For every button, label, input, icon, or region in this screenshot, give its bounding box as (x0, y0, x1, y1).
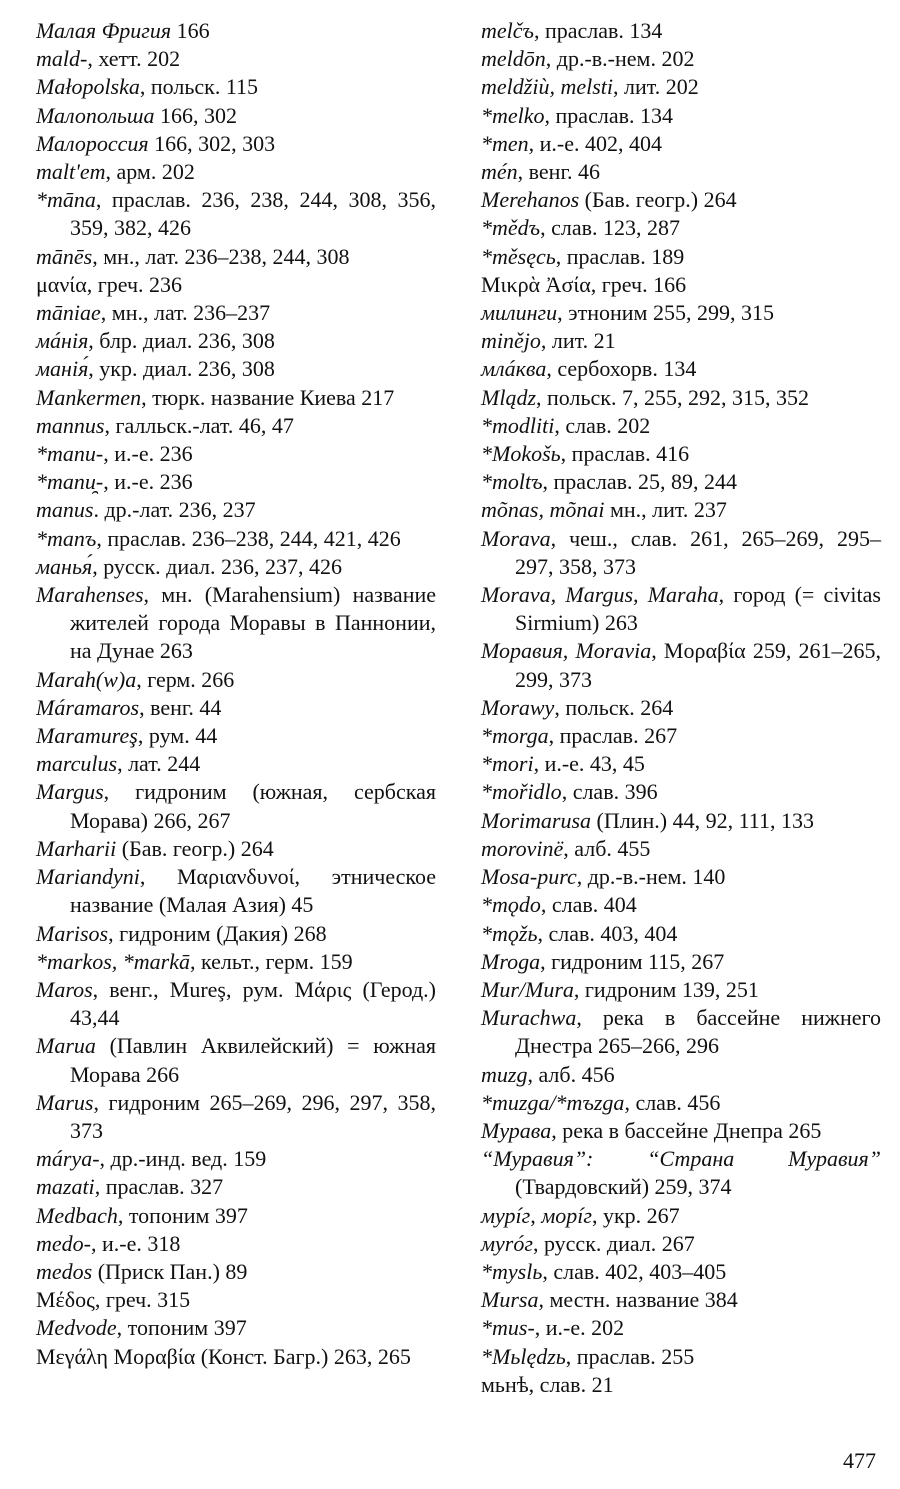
index-references: , блр. диал. 236, 308 (88, 328, 275, 354)
index-references: Μέδος, греч. 315 (36, 1287, 191, 1313)
index-references: , и.-е. 236 (103, 441, 193, 467)
index-references: , гидроним (южная, сербская Морава) 266, 267 (70, 779, 436, 833)
index-entry (481, 1061, 881, 1089)
index-references: , сербохорв. 134 (546, 356, 697, 382)
index-headword: *manъ (36, 525, 97, 551)
index-entry (481, 243, 881, 271)
index-references: , река в бассейне нижнего Днестра 265–266, 296 (515, 1005, 881, 1059)
index-headword: Mlądz (481, 384, 536, 410)
index-entry (481, 835, 881, 863)
index-entry (481, 976, 881, 1004)
index-entry (36, 271, 436, 299)
index-references: (Бав. геогр.) 264 (579, 187, 737, 213)
index-references: , мн., лат. 236–238, 244, 308 (92, 243, 350, 269)
index-entry (481, 1314, 881, 1342)
index-entry (481, 412, 881, 440)
index-references: , арм. 202 (105, 159, 195, 185)
index-headword: mannus (36, 412, 105, 438)
index-references: , русск. диал. 267 (532, 1230, 695, 1256)
index-references: , др.-в.-нем. 140 (576, 864, 726, 890)
index-headword: *men (481, 130, 529, 156)
index-headword: meldōn (481, 46, 546, 72)
index-headword: Maros (36, 976, 93, 1002)
index-entry (36, 186, 436, 242)
index-references: , кельт., герм. 159 (190, 948, 353, 974)
index-headword: manus (36, 497, 94, 523)
index-headword: márya- (36, 1146, 100, 1172)
index-headword: *mořidlo (481, 779, 562, 805)
index-headword: Marah(w)a (36, 666, 137, 692)
index-headword: Merehanos (481, 187, 580, 213)
index-headword: mén (481, 159, 518, 185)
index-headword: Morava (481, 525, 551, 551)
index-headword: Murachwa (481, 1005, 577, 1031)
index-references: , и.-е. 43, 45 (533, 751, 645, 777)
index-headword: Małopolska (36, 74, 140, 100)
index-entry (481, 1117, 881, 1145)
index-entry (481, 1145, 881, 1201)
index-headword: млáква (481, 356, 547, 382)
index-entry (36, 778, 436, 834)
index-entry (481, 863, 881, 891)
index-entry (36, 73, 436, 101)
index-headword: Morava, Margus, Maraha (481, 582, 719, 608)
index-references: μανία, греч. 236 (36, 271, 183, 297)
index-entry (481, 299, 881, 327)
index-entry (36, 1258, 436, 1286)
index-references: , укр. 267 (591, 1202, 680, 1228)
index-references: , гидроним (Дакия) 268 (108, 920, 327, 946)
index-references: , укр. диал. 236, 308 (88, 356, 275, 382)
index-headword: Малая Фригия (36, 18, 172, 43)
index-entry (481, 1286, 881, 1314)
index-references: (Приск Пан.) 89 (92, 1258, 248, 1284)
index-headword: marculus (36, 751, 118, 777)
index-references: , хетт. 202 (87, 46, 181, 72)
index-entry (481, 102, 881, 130)
index-headword: манья́ (36, 553, 93, 579)
index-entry (36, 920, 436, 948)
index-entry (481, 750, 881, 778)
index-entry (481, 17, 881, 45)
index-entry (481, 73, 881, 101)
index-references: (Бав. геогр.) 264 (116, 835, 274, 861)
index-entry (36, 1173, 436, 1201)
index-headword: мурíг, морíг (481, 1202, 592, 1228)
index-entry (36, 863, 436, 919)
index-entry (36, 1314, 436, 1342)
index-headword: *mus- (481, 1315, 535, 1341)
index-entry (36, 102, 436, 130)
index-references: , венг. 46 (517, 159, 600, 185)
index-headword: Mur/Mura (481, 976, 574, 1002)
index-references: , и.-е. 236 (103, 469, 193, 495)
index-references: , и.-е. 402, 404 (528, 130, 663, 156)
index-headword: morovinë (481, 835, 564, 861)
index-references: , др.-инд. вед. 159 (99, 1146, 267, 1172)
index-headword: *Мьlędzь (481, 1343, 566, 1369)
index-headword: *mǫžь (481, 920, 538, 946)
index-headword: Medvode (36, 1315, 117, 1341)
index-headword: *Mokošь (481, 441, 561, 467)
index-headword: malt'em (36, 159, 106, 185)
index-headword: Малопольша (36, 102, 155, 128)
index-entry (36, 1089, 436, 1145)
index-references: , и.-е. 202 (534, 1315, 625, 1341)
index-headword: Marharii (36, 835, 117, 861)
index-entry (481, 948, 881, 976)
index-entry (481, 694, 881, 722)
index-entry (36, 722, 436, 750)
index-headword: *māna (36, 187, 96, 213)
index-headword: муróг (481, 1230, 533, 1256)
index-references: мн., лит. 237 (604, 497, 727, 523)
index-entry (481, 807, 881, 835)
index-references: , венг. 44 (139, 694, 222, 720)
index-references: , лит. 202 (613, 74, 699, 100)
index-references: , гидроним 265–269, 296, 297, 358, 373 (70, 1089, 436, 1143)
index-headword: mõnas, mõnai (481, 497, 605, 523)
index-headword: māniae (36, 300, 101, 326)
index-references: (Твардовский) 259, 374 (515, 1174, 732, 1200)
index-headword: Maramureş (36, 723, 138, 749)
index-headword: *melko (481, 102, 545, 128)
index-references: , лит. 21 (540, 328, 616, 354)
index-headword: *markos, *markā (36, 948, 190, 974)
index-entry (481, 186, 881, 214)
index-references: , польск. 264 (554, 694, 674, 720)
index-entry (36, 243, 436, 271)
index-entry (36, 158, 436, 186)
index-entry (481, 1230, 881, 1258)
index-headword: Morawy (481, 694, 555, 720)
index-references: , праслав. 236, 238, 244, 308, 356, 359, 382, 426 (70, 187, 436, 241)
index-references: Μεγάλη Μοραβία (Конст. Багр.) 263, 265 (36, 1343, 411, 1369)
index-references: мьнѣ, слав. 21 (481, 1371, 614, 1397)
index-references: , слав. 123, 287 (540, 215, 680, 241)
index-references: , мн., лат. 236–237 (100, 300, 271, 326)
index-references: (Павлин Аквилейский) = южная Морава 266 (70, 1033, 436, 1087)
index-headword: meldžiù, melsti (481, 74, 613, 100)
index-headword: “Муравия”: “Страна Муравия” (481, 1146, 881, 1172)
index-entry (481, 637, 881, 693)
index-entry (481, 271, 881, 299)
index-column-right (481, 17, 881, 1399)
index-references: , слав. 202 (554, 412, 651, 438)
index-entry (481, 45, 881, 73)
index-headword: mald- (36, 46, 88, 72)
index-references: , слав. 402, 403–405 (542, 1258, 727, 1284)
index-references: , слав. 403, 404 (537, 920, 678, 946)
index-references: , алб. 455 (563, 835, 651, 861)
index-headword: милинги (481, 300, 558, 326)
index-references: , праслав. 134 (533, 18, 663, 43)
index-entry (36, 525, 436, 553)
index-entry (36, 553, 436, 581)
index-entry (36, 299, 436, 327)
index-references: , Μαριανδυνοί, этническое название (Малая Азия) 45 (70, 864, 436, 918)
index-entry (36, 1032, 436, 1088)
index-entry (36, 666, 436, 694)
index-headword: *morga (481, 723, 549, 749)
index-headword: Marahenses (36, 582, 144, 608)
index-entry (36, 45, 436, 73)
index-headword: mānēs (36, 243, 93, 269)
index-references: , праслав. 236–238, 244, 421, 426 (96, 525, 401, 551)
index-entry (481, 1202, 881, 1230)
index-entry (481, 327, 881, 355)
index-headword: minějo (481, 328, 541, 354)
index-headword: Mursa (481, 1287, 539, 1313)
index-entry (36, 750, 436, 778)
index-references: . др.-лат. 236, 237 (93, 497, 256, 523)
index-headword: *mědъ (481, 215, 541, 241)
index-entry (36, 976, 436, 1032)
index-references: , город (= civitas Sirmium) 263 (515, 582, 881, 636)
index-references: , праслав. 255 (565, 1343, 695, 1369)
index-references: (Плин.) 44, 92, 111, 133 (591, 807, 814, 833)
index-references: 166 (171, 18, 210, 43)
index-headword: *měsęсь (481, 243, 556, 269)
index-headword: Marisos (36, 920, 109, 946)
index-entry (36, 581, 436, 666)
index-references: , и.-е. 318 (90, 1230, 181, 1256)
index-references: , алб. 456 (527, 1061, 615, 1087)
index-entry (36, 468, 436, 496)
page-number: 477 (843, 1448, 876, 1473)
index-references: , гидроним 115, 267 (540, 948, 725, 974)
index-headword: muzg (481, 1061, 528, 1087)
index-references: , рум. 44 (137, 723, 218, 749)
index-entry (481, 440, 881, 468)
index-headword: Marus (36, 1089, 94, 1115)
index-entry (481, 581, 881, 637)
index-entry (36, 835, 436, 863)
index-entry (481, 1343, 881, 1371)
index-headword: манiя́ (36, 356, 89, 382)
index-entry (36, 1202, 436, 1230)
index-entry (481, 468, 881, 496)
index-entry (36, 1343, 436, 1371)
index-entry (481, 158, 881, 186)
index-entry (481, 778, 881, 806)
index-references: , праслав. 134 (544, 102, 673, 128)
index-entry (481, 920, 881, 948)
index-entry (481, 1004, 881, 1060)
index-headword: Моравия, Moravia (481, 638, 652, 664)
index-headword: Medbach (36, 1202, 118, 1228)
index-entry (36, 1145, 436, 1173)
index-entry (36, 355, 436, 383)
index-references: 166, 302, 303 (148, 130, 276, 156)
index-references: , лат. 244 (117, 751, 201, 777)
index-references: 166, 302 (154, 102, 238, 128)
index-references: , топоним 397 (117, 1202, 248, 1228)
index-entry (36, 327, 436, 355)
index-references: , слав. 404 (540, 892, 637, 918)
index-references: , др.-в.-нем. 202 (545, 46, 695, 72)
index-references: Μικρὰ Ἀσία, греч. 166 (481, 271, 687, 297)
index-entry (36, 130, 436, 158)
index-headword: Mosa-purc (481, 864, 577, 890)
index-entry (36, 948, 436, 976)
index-headword: mazati (36, 1174, 95, 1200)
index-headword: *mǫdo (481, 892, 541, 918)
index-references: , тюрк. название Киева 217 (141, 384, 395, 410)
index-entry (481, 722, 881, 750)
index-references: , праслав. 267 (548, 723, 678, 749)
index-entry (481, 1089, 881, 1117)
index-entry (481, 214, 881, 242)
index-references: , местн. название 384 (538, 1287, 738, 1313)
index-headword: Marua (36, 1033, 96, 1059)
index-headword: medo- (36, 1230, 91, 1256)
index-references: , река в бассейне Днепра 265 (551, 1117, 822, 1143)
index-references: , праслав. 189 (555, 243, 685, 269)
index-headword: Малороссия (36, 130, 149, 156)
index-references: , этноним 255, 299, 315 (557, 300, 774, 326)
index-headword: Máramaros (36, 694, 140, 720)
index-entry (481, 496, 881, 524)
index-entry (481, 1258, 881, 1286)
index-references: , топоним 397 (116, 1315, 247, 1341)
index-headword: Mariandyni (36, 864, 140, 890)
index-references: , герм. 266 (136, 666, 235, 692)
index-entry (481, 525, 881, 581)
index-entry (481, 130, 881, 158)
index-headword: Mankermen (36, 384, 142, 410)
index-headword: melčъ (481, 18, 534, 43)
index-references: , гидроним 139, 251 (573, 976, 759, 1002)
index-headword: *myslь (481, 1258, 543, 1284)
index-references: , праслав. 327 (94, 1174, 224, 1200)
index-references: , чеш., слав. 261, 265–269, 295–297, 358, 373 (515, 525, 881, 579)
index-entry (481, 384, 881, 412)
index-references: , галльск.-лат. 46, 47 (104, 412, 294, 438)
index-headword: *manu̯- (36, 469, 104, 495)
index-entry (36, 1230, 436, 1258)
index-headword: medos (36, 1258, 93, 1284)
index-references: , мн. (Marahensium) название жителей города Моравы в Паннонии, на Дунае 263 (70, 582, 436, 664)
index-headword: *modliti (481, 412, 555, 438)
index-entry (481, 355, 881, 383)
index-references: , русск. диал. 236, 237, 426 (92, 553, 343, 579)
index-entry (36, 17, 436, 45)
index-headword: Margus (36, 779, 104, 805)
index-references: , венг., Mureş, рум. Μάρις (Герод.) 43,44 (70, 976, 436, 1031)
index-entry (481, 1371, 881, 1399)
index-references: , слав. 456 (624, 1089, 721, 1115)
index-headword: *manu- (36, 441, 104, 467)
index-entry (36, 694, 436, 722)
index-column-left (36, 17, 436, 1371)
index-headword: *mori (481, 751, 534, 777)
index-references: , Μοραβία 259, 261–265, 299, 373 (515, 638, 881, 692)
index-entry (36, 496, 436, 524)
index-references: , праслав. 25, 89, 244 (542, 469, 737, 495)
index-headword: Мурава (481, 1117, 552, 1143)
index-entry (36, 440, 436, 468)
index-headword: мáнiя (36, 328, 89, 354)
index-headword: Mroga (481, 948, 541, 974)
index-references: , польск. 115 (139, 74, 259, 100)
index-headword: Morimarusa (481, 807, 592, 833)
index-references: , слав. 396 (561, 779, 658, 805)
index-entry (36, 1286, 436, 1314)
index-entry (481, 891, 881, 919)
index-references: , праслав. 416 (560, 441, 690, 467)
index-references: , польск. 7, 255, 292, 315, 352 (536, 384, 809, 410)
index-headword: *muzga/*mъzga (481, 1089, 625, 1115)
index-entry (36, 412, 436, 440)
index-entry (36, 384, 436, 412)
index-headword: *moltъ (481, 469, 543, 495)
